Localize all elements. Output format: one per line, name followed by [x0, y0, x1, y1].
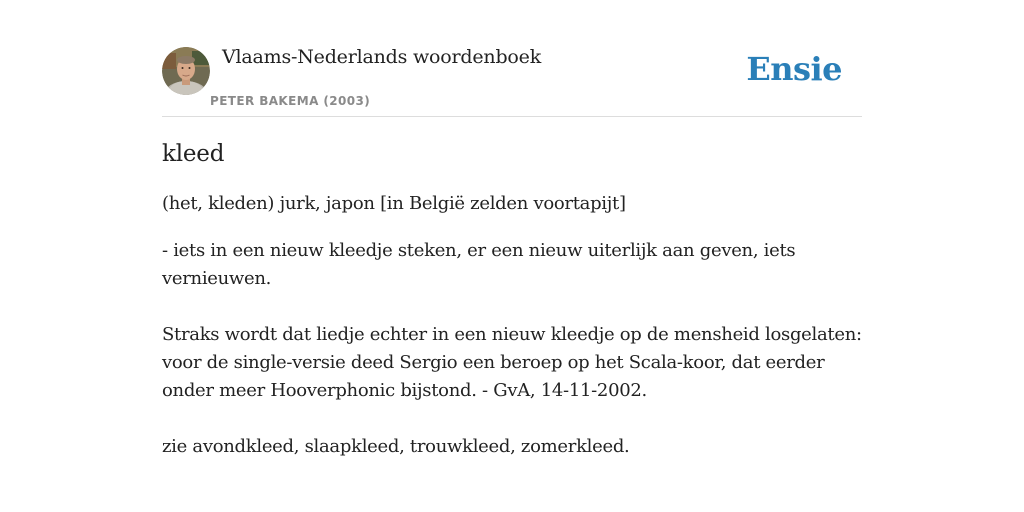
entry-meaning: - iets in een nieuw kleedje steken, er een nieuw uiterlijk aan geven, iets vernieuwen. [162, 240, 796, 289]
entry-see-also: zie avondkleed, slaapkleed, trouwkleed, zomerkleed. [162, 436, 630, 457]
avatar-photo-icon [162, 47, 210, 95]
brand-logo[interactable]: Ensie [746, 50, 842, 88]
author-avatar[interactable] [162, 47, 210, 95]
entry-definition: (het, kleden) jurk, japon [in België zelden voortapijt] [162, 193, 626, 214]
author-credit[interactable]: PETER BAKEMA (2003) [210, 94, 371, 108]
entry-content [162, 138, 862, 461]
spacer [162, 293, 862, 321]
dictionary-title[interactable]: Vlaams-Nederlands woordenboek [222, 46, 542, 68]
dictionary-header [162, 44, 862, 117]
spacer [162, 218, 862, 237]
entry-term: kleed [162, 141, 225, 167]
spacer [162, 405, 862, 433]
entry-example: Straks wordt dat liedje echter in een nieuw kleedje op de mensheid losgelaten: voor de single-versie deed Sergio een beroep op het Scala-koor, dat eerder onder meer Hooverphonic bijstond. - GvA, 14-11-2002. [162, 324, 862, 401]
